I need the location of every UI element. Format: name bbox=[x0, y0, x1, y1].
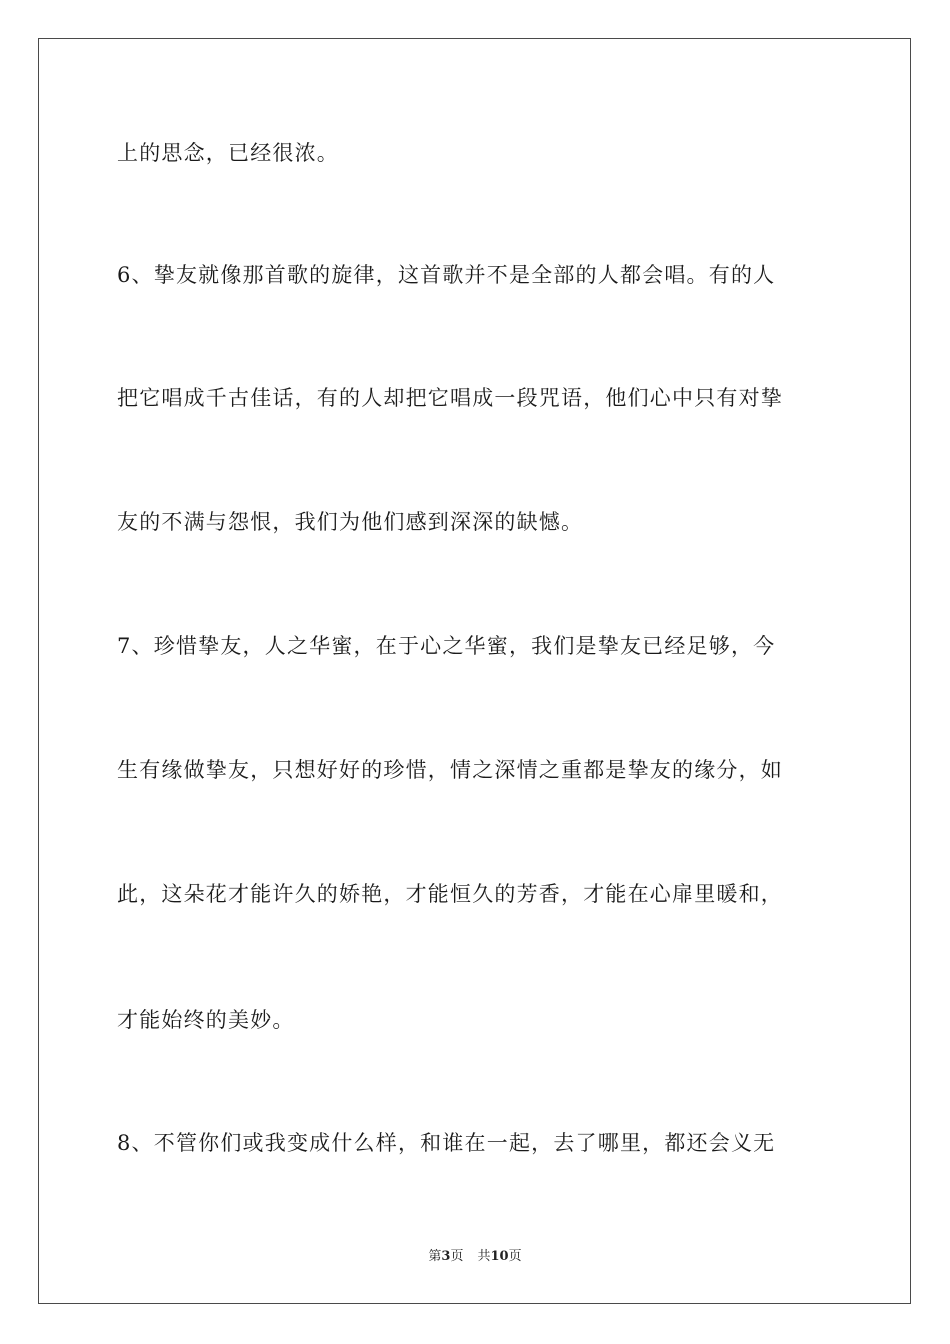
text-line-2: 6、挚友就像那首歌的旋律，这首歌并不是全部的人都会唱。有的人 bbox=[117, 263, 776, 287]
page-prefix: 第 bbox=[428, 1249, 442, 1264]
text-line-6: 生有缘做挚友，只想好好的珍惜，情之深情之重都是挚友的缘分，如 bbox=[117, 758, 783, 782]
total-prefix: 共 bbox=[477, 1249, 491, 1264]
total-pages: 10 bbox=[490, 1249, 509, 1264]
text-line-9: 8、不管你们或我变成什么样，和谁在一起，去了哪里，都还会义无 bbox=[117, 1131, 776, 1155]
text-line-8: 才能始终的美妙。 bbox=[117, 1008, 295, 1032]
page-number: 3 bbox=[441, 1249, 451, 1264]
total-suffix: 页 bbox=[508, 1249, 522, 1264]
text-line-7: 此，这朵花才能许久的娇艳，才能恒久的芳香，才能在心扉里暖和， bbox=[117, 882, 783, 906]
text-line-1: 上的思念，已经很浓。 bbox=[117, 141, 339, 165]
text-line-5: 7、珍惜挚友，人之华蜜，在于心之华蜜，我们是挚友已经足够，今 bbox=[117, 634, 776, 658]
text-line-4: 友的不满与怨恨，我们为他们感到深深的缺憾。 bbox=[117, 510, 584, 534]
page-suffix: 页 bbox=[450, 1249, 464, 1264]
text-line-3: 把它唱成千古佳话，有的人却把它唱成一段咒语，他们心中只有对挚 bbox=[117, 386, 783, 410]
page-border bbox=[38, 38, 911, 1304]
page-footer bbox=[0, 1248, 950, 1266]
